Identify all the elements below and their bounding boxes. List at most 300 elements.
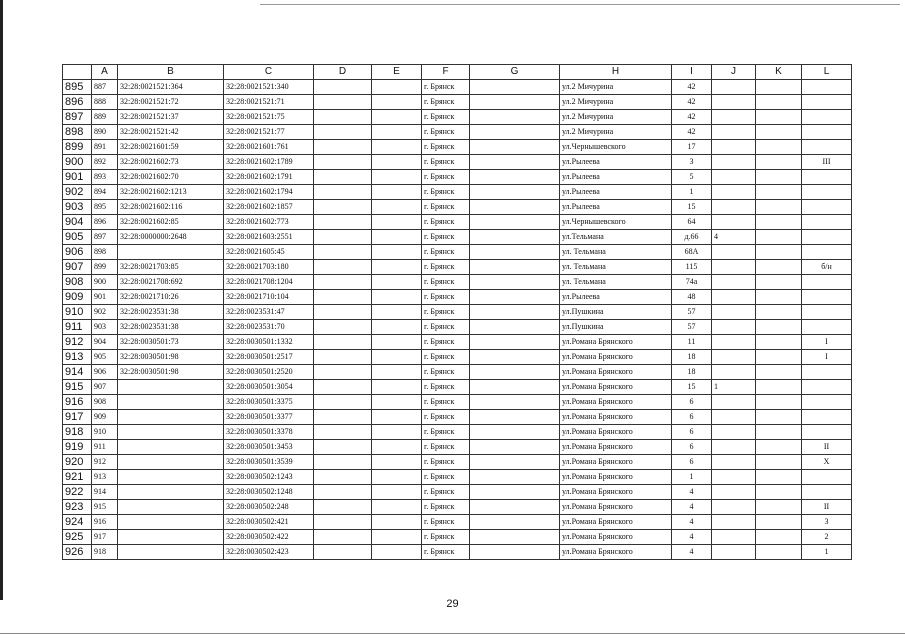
cell-j[interactable] <box>712 200 756 215</box>
cell-g[interactable] <box>470 545 560 560</box>
cell-a[interactable]: 915 <box>92 500 118 515</box>
cell-d[interactable] <box>314 335 372 350</box>
cell-k[interactable] <box>756 410 802 425</box>
cell-b[interactable]: 32:28:0021602:85 <box>118 215 224 230</box>
cell-f[interactable]: г. Брянск <box>422 185 470 200</box>
cell-g[interactable] <box>470 125 560 140</box>
cell-k[interactable] <box>756 305 802 320</box>
row-number[interactable]: 896 <box>63 95 92 110</box>
cell-f[interactable]: г. Брянск <box>422 395 470 410</box>
cell-h[interactable]: ул. Тельмана <box>560 260 672 275</box>
cell-e[interactable] <box>372 530 422 545</box>
cell-g[interactable] <box>470 305 560 320</box>
cell-i[interactable]: 57 <box>672 305 712 320</box>
cell-d[interactable] <box>314 275 372 290</box>
cell-e[interactable] <box>372 455 422 470</box>
cell-d[interactable] <box>314 410 372 425</box>
cell-a[interactable]: 900 <box>92 275 118 290</box>
cell-i[interactable]: 74а <box>672 275 712 290</box>
cell-e[interactable] <box>372 155 422 170</box>
cell-j[interactable] <box>712 260 756 275</box>
cell-f[interactable]: г. Брянск <box>422 440 470 455</box>
cell-j[interactable] <box>712 215 756 230</box>
cell-h[interactable]: ул.Пушкина <box>560 320 672 335</box>
cell-i[interactable]: 6 <box>672 455 712 470</box>
cell-i[interactable]: 48 <box>672 290 712 305</box>
cell-e[interactable] <box>372 305 422 320</box>
cell-d[interactable] <box>314 230 372 245</box>
cell-c[interactable]: 32:28:0021703:180 <box>224 260 314 275</box>
cell-k[interactable] <box>756 425 802 440</box>
cell-g[interactable] <box>470 215 560 230</box>
cell-c[interactable]: 32:28:0030501:2520 <box>224 365 314 380</box>
cell-g[interactable] <box>470 245 560 260</box>
row-number[interactable]: 908 <box>63 275 92 290</box>
cell-i[interactable]: 11 <box>672 335 712 350</box>
row-number[interactable]: 902 <box>63 185 92 200</box>
cell-i[interactable]: 42 <box>672 80 712 95</box>
cell-d[interactable] <box>314 95 372 110</box>
cell-f[interactable]: г. Брянск <box>422 485 470 500</box>
column-header-d[interactable]: D <box>314 65 372 80</box>
cell-d[interactable] <box>314 170 372 185</box>
cell-k[interactable] <box>756 485 802 500</box>
cell-i[interactable]: 42 <box>672 95 712 110</box>
cell-b[interactable] <box>118 395 224 410</box>
cell-b[interactable] <box>118 545 224 560</box>
column-header-b[interactable]: B <box>118 65 224 80</box>
cell-h[interactable]: ул. Тельмана <box>560 275 672 290</box>
cell-h[interactable]: ул.Романа Брянского <box>560 440 672 455</box>
row-number[interactable]: 916 <box>63 395 92 410</box>
cell-i[interactable]: 4 <box>672 485 712 500</box>
cell-d[interactable] <box>314 245 372 260</box>
cell-h[interactable]: ул.2 Мичурина <box>560 125 672 140</box>
cell-h[interactable]: ул.2 Мичурина <box>560 95 672 110</box>
cell-e[interactable] <box>372 125 422 140</box>
cell-c[interactable]: 32:28:0021521:75 <box>224 110 314 125</box>
cell-j[interactable]: 1 <box>712 380 756 395</box>
column-header-f[interactable]: F <box>422 65 470 80</box>
cell-i[interactable]: 4 <box>672 545 712 560</box>
cell-g[interactable] <box>470 230 560 245</box>
cell-k[interactable] <box>756 500 802 515</box>
cell-h[interactable]: ул.Романа Брянского <box>560 410 672 425</box>
cell-e[interactable] <box>372 200 422 215</box>
cell-f[interactable]: г. Брянск <box>422 410 470 425</box>
cell-b[interactable] <box>118 530 224 545</box>
row-number[interactable]: 895 <box>63 80 92 95</box>
cell-e[interactable] <box>372 275 422 290</box>
cell-c[interactable]: 32:28:0030502:423 <box>224 545 314 560</box>
cell-c[interactable]: 32:28:0030501:3054 <box>224 380 314 395</box>
cell-c[interactable]: 32:28:0021602:1857 <box>224 200 314 215</box>
cell-b[interactable]: 32:28:0021602:1213 <box>118 185 224 200</box>
column-header-k[interactable]: K <box>756 65 802 80</box>
cell-b[interactable]: 32:28:0023531:38 <box>118 305 224 320</box>
row-number[interactable]: 910 <box>63 305 92 320</box>
cell-l[interactable]: I <box>802 350 852 365</box>
cell-e[interactable] <box>372 440 422 455</box>
cell-f[interactable]: г. Брянск <box>422 305 470 320</box>
cell-a[interactable]: 901 <box>92 290 118 305</box>
cell-d[interactable] <box>314 500 372 515</box>
cell-c[interactable]: 32:28:0030502:422 <box>224 530 314 545</box>
row-number[interactable]: 912 <box>63 335 92 350</box>
cell-c[interactable]: 32:28:0023531:47 <box>224 305 314 320</box>
cell-g[interactable] <box>470 425 560 440</box>
cell-c[interactable]: 32:28:0030501:3377 <box>224 410 314 425</box>
cell-k[interactable] <box>756 335 802 350</box>
cell-g[interactable] <box>470 470 560 485</box>
cell-c[interactable]: 32:28:0030501:3375 <box>224 395 314 410</box>
cell-k[interactable] <box>756 185 802 200</box>
cell-l[interactable] <box>802 110 852 125</box>
cell-k[interactable] <box>756 380 802 395</box>
cell-g[interactable] <box>470 455 560 470</box>
cell-k[interactable] <box>756 530 802 545</box>
cell-j[interactable] <box>712 320 756 335</box>
cell-f[interactable]: г. Брянск <box>422 155 470 170</box>
cell-l[interactable] <box>802 425 852 440</box>
cell-k[interactable] <box>756 155 802 170</box>
cell-j[interactable] <box>712 500 756 515</box>
cell-l[interactable] <box>802 380 852 395</box>
cell-g[interactable] <box>470 260 560 275</box>
cell-l[interactable] <box>802 215 852 230</box>
cell-b[interactable] <box>118 425 224 440</box>
cell-e[interactable] <box>372 140 422 155</box>
cell-l[interactable]: III <box>802 155 852 170</box>
cell-e[interactable] <box>372 260 422 275</box>
cell-i[interactable]: 6 <box>672 410 712 425</box>
cell-h[interactable]: ул.Рылеева <box>560 155 672 170</box>
cell-k[interactable] <box>756 470 802 485</box>
cell-i[interactable]: 1 <box>672 185 712 200</box>
cell-e[interactable] <box>372 500 422 515</box>
cell-c[interactable]: 32:28:0030502:1243 <box>224 470 314 485</box>
cell-b[interactable]: 32:28:0021521:37 <box>118 110 224 125</box>
cell-f[interactable]: г. Брянск <box>422 515 470 530</box>
cell-l[interactable]: б/н <box>802 260 852 275</box>
cell-g[interactable] <box>470 380 560 395</box>
cell-d[interactable] <box>314 125 372 140</box>
cell-f[interactable]: г. Брянск <box>422 260 470 275</box>
cell-h[interactable]: ул.Романа Брянского <box>560 455 672 470</box>
cell-b[interactable]: 32:28:0030501:73 <box>118 335 224 350</box>
column-header-g[interactable]: G <box>470 65 560 80</box>
row-number[interactable]: 904 <box>63 215 92 230</box>
cell-a[interactable]: 896 <box>92 215 118 230</box>
cell-k[interactable] <box>756 80 802 95</box>
cell-a[interactable]: 891 <box>92 140 118 155</box>
cell-h[interactable]: ул.Романа Брянского <box>560 485 672 500</box>
cell-f[interactable]: г. Брянск <box>422 200 470 215</box>
cell-g[interactable] <box>470 155 560 170</box>
cell-c[interactable]: 32:28:0021602:773 <box>224 215 314 230</box>
row-number[interactable]: 925 <box>63 530 92 545</box>
cell-k[interactable] <box>756 545 802 560</box>
cell-a[interactable]: 894 <box>92 185 118 200</box>
cell-c[interactable]: 32:28:0021601:761 <box>224 140 314 155</box>
row-number[interactable]: 901 <box>63 170 92 185</box>
cell-b[interactable]: 32:28:0021521:42 <box>118 125 224 140</box>
cell-a[interactable]: 905 <box>92 350 118 365</box>
cell-c[interactable]: 32:28:0030501:3453 <box>224 440 314 455</box>
cell-f[interactable]: г. Брянск <box>422 245 470 260</box>
cell-b[interactable]: 32:28:0021602:73 <box>118 155 224 170</box>
cell-e[interactable] <box>372 350 422 365</box>
cell-g[interactable] <box>470 365 560 380</box>
row-number[interactable]: 900 <box>63 155 92 170</box>
cell-e[interactable] <box>372 380 422 395</box>
cell-g[interactable] <box>470 275 560 290</box>
cell-j[interactable] <box>712 365 756 380</box>
cell-d[interactable] <box>314 485 372 500</box>
cell-g[interactable] <box>470 110 560 125</box>
cell-d[interactable] <box>314 515 372 530</box>
cell-a[interactable]: 909 <box>92 410 118 425</box>
cell-h[interactable]: ул.2 Мичурина <box>560 110 672 125</box>
cell-b[interactable] <box>118 470 224 485</box>
cell-c[interactable]: 32:28:0021521:71 <box>224 95 314 110</box>
cell-e[interactable] <box>372 365 422 380</box>
cell-j[interactable] <box>712 95 756 110</box>
cell-l[interactable] <box>802 200 852 215</box>
cell-a[interactable]: 902 <box>92 305 118 320</box>
cell-e[interactable] <box>372 245 422 260</box>
cell-j[interactable] <box>712 80 756 95</box>
cell-f[interactable]: г. Брянск <box>422 380 470 395</box>
cell-g[interactable] <box>470 530 560 545</box>
cell-j[interactable] <box>712 455 756 470</box>
cell-h[interactable]: ул.Рылеева <box>560 200 672 215</box>
cell-i[interactable]: 4 <box>672 500 712 515</box>
cell-k[interactable] <box>756 350 802 365</box>
cell-d[interactable] <box>314 530 372 545</box>
row-number[interactable]: 914 <box>63 365 92 380</box>
cell-d[interactable] <box>314 350 372 365</box>
cell-i[interactable]: 57 <box>672 320 712 335</box>
row-number[interactable]: 905 <box>63 230 92 245</box>
row-number[interactable]: 922 <box>63 485 92 500</box>
row-number[interactable]: 898 <box>63 125 92 140</box>
column-header-h[interactable]: H <box>560 65 672 80</box>
cell-k[interactable] <box>756 515 802 530</box>
cell-f[interactable]: г. Брянск <box>422 110 470 125</box>
row-number[interactable]: 907 <box>63 260 92 275</box>
row-number[interactable]: 911 <box>63 320 92 335</box>
cell-l[interactable] <box>802 125 852 140</box>
cell-f[interactable]: г. Брянск <box>422 140 470 155</box>
cell-i[interactable]: 15 <box>672 200 712 215</box>
cell-e[interactable] <box>372 545 422 560</box>
cell-a[interactable]: 907 <box>92 380 118 395</box>
cell-e[interactable] <box>372 515 422 530</box>
cell-a[interactable]: 887 <box>92 80 118 95</box>
cell-k[interactable] <box>756 95 802 110</box>
cell-a[interactable]: 918 <box>92 545 118 560</box>
cell-a[interactable]: 893 <box>92 170 118 185</box>
cell-g[interactable] <box>470 290 560 305</box>
cell-c[interactable]: 32:28:0021602:1794 <box>224 185 314 200</box>
cell-c[interactable]: 32:28:0021602:1791 <box>224 170 314 185</box>
cell-f[interactable]: г. Брянск <box>422 290 470 305</box>
row-number[interactable]: 921 <box>63 470 92 485</box>
cell-f[interactable]: г. Брянск <box>422 275 470 290</box>
cell-e[interactable] <box>372 290 422 305</box>
cell-a[interactable]: 888 <box>92 95 118 110</box>
cell-l[interactable] <box>802 305 852 320</box>
cell-b[interactable]: 32:28:0021708:692 <box>118 275 224 290</box>
cell-j[interactable] <box>712 335 756 350</box>
cell-j[interactable] <box>712 470 756 485</box>
cell-c[interactable]: 32:28:0030501:2517 <box>224 350 314 365</box>
cell-l[interactable] <box>802 80 852 95</box>
row-number[interactable]: 926 <box>63 545 92 560</box>
cell-k[interactable] <box>756 260 802 275</box>
cell-a[interactable]: 889 <box>92 110 118 125</box>
cell-k[interactable] <box>756 275 802 290</box>
cell-l[interactable] <box>802 410 852 425</box>
cell-h[interactable]: ул.Романа Брянского <box>560 365 672 380</box>
cell-h[interactable]: ул.Романа Брянского <box>560 545 672 560</box>
cell-e[interactable] <box>372 110 422 125</box>
cell-a[interactable]: 914 <box>92 485 118 500</box>
cell-k[interactable] <box>756 395 802 410</box>
cell-d[interactable] <box>314 395 372 410</box>
column-header-i[interactable]: I <box>672 65 712 80</box>
cell-e[interactable] <box>372 335 422 350</box>
cell-e[interactable] <box>372 425 422 440</box>
cell-f[interactable]: г. Брянск <box>422 455 470 470</box>
cell-f[interactable]: г. Брянск <box>422 365 470 380</box>
cell-c[interactable]: 32:28:0030502:1248 <box>224 485 314 500</box>
cell-l[interactable] <box>802 290 852 305</box>
cell-c[interactable]: 32:28:0030501:3539 <box>224 455 314 470</box>
cell-a[interactable]: 912 <box>92 455 118 470</box>
cell-b[interactable] <box>118 380 224 395</box>
cell-l[interactable]: II <box>802 500 852 515</box>
cell-b[interactable]: 32:28:0021521:364 <box>118 80 224 95</box>
cell-j[interactable] <box>712 275 756 290</box>
row-number[interactable]: 915 <box>63 380 92 395</box>
cell-h[interactable]: ул.Романа Брянского <box>560 500 672 515</box>
cell-e[interactable] <box>372 185 422 200</box>
cell-h[interactable]: ул.Романа Брянского <box>560 335 672 350</box>
cell-j[interactable] <box>712 110 756 125</box>
cell-j[interactable] <box>712 515 756 530</box>
cell-i[interactable]: 18 <box>672 365 712 380</box>
cell-l[interactable]: II <box>802 440 852 455</box>
cell-k[interactable] <box>756 140 802 155</box>
cell-c[interactable]: 32:28:0021603:2551 <box>224 230 314 245</box>
cell-d[interactable] <box>314 185 372 200</box>
cell-g[interactable] <box>470 200 560 215</box>
cell-d[interactable] <box>314 80 372 95</box>
cell-h[interactable]: ул.Романа Брянского <box>560 380 672 395</box>
cell-g[interactable] <box>470 170 560 185</box>
column-header-a[interactable]: A <box>92 65 118 80</box>
cell-j[interactable] <box>712 350 756 365</box>
cell-b[interactable] <box>118 440 224 455</box>
cell-l[interactable] <box>802 185 852 200</box>
cell-f[interactable]: г. Брянск <box>422 230 470 245</box>
cell-l[interactable]: 2 <box>802 530 852 545</box>
cell-e[interactable] <box>372 320 422 335</box>
cell-c[interactable]: 32:28:0021521:340 <box>224 80 314 95</box>
cell-i[interactable]: 5 <box>672 170 712 185</box>
cell-h[interactable]: ул. Тельмана <box>560 245 672 260</box>
cell-a[interactable]: 910 <box>92 425 118 440</box>
cell-k[interactable] <box>756 440 802 455</box>
cell-d[interactable] <box>314 425 372 440</box>
row-number[interactable]: 913 <box>63 350 92 365</box>
cell-g[interactable] <box>470 320 560 335</box>
row-number[interactable]: 923 <box>63 500 92 515</box>
cell-c[interactable]: 32:28:0030501:3378 <box>224 425 314 440</box>
cell-d[interactable] <box>314 260 372 275</box>
cell-h[interactable]: ул.Чернышевского <box>560 215 672 230</box>
cell-g[interactable] <box>470 335 560 350</box>
cell-a[interactable]: 892 <box>92 155 118 170</box>
cell-j[interactable] <box>712 530 756 545</box>
column-header-e[interactable]: E <box>372 65 422 80</box>
cell-f[interactable]: г. Брянск <box>422 425 470 440</box>
cell-h[interactable]: ул.Романа Брянского <box>560 350 672 365</box>
cell-l[interactable] <box>802 485 852 500</box>
cell-l[interactable]: X <box>802 455 852 470</box>
cell-a[interactable]: 904 <box>92 335 118 350</box>
cell-d[interactable] <box>314 140 372 155</box>
cell-k[interactable] <box>756 110 802 125</box>
cell-g[interactable] <box>470 350 560 365</box>
cell-d[interactable] <box>314 200 372 215</box>
cell-d[interactable] <box>314 470 372 485</box>
cell-b[interactable]: 32:28:0021602:70 <box>118 170 224 185</box>
cell-j[interactable] <box>712 410 756 425</box>
cell-g[interactable] <box>470 440 560 455</box>
cell-c[interactable]: 32:28:0021708:1204 <box>224 275 314 290</box>
cell-e[interactable] <box>372 170 422 185</box>
cell-b[interactable] <box>118 485 224 500</box>
cell-e[interactable] <box>372 95 422 110</box>
cell-i[interactable]: 42 <box>672 125 712 140</box>
cell-a[interactable]: 903 <box>92 320 118 335</box>
cell-d[interactable] <box>314 215 372 230</box>
row-number[interactable]: 920 <box>63 455 92 470</box>
cell-d[interactable] <box>314 440 372 455</box>
cell-d[interactable] <box>314 320 372 335</box>
cell-j[interactable] <box>712 305 756 320</box>
cell-j[interactable] <box>712 140 756 155</box>
cell-f[interactable]: г. Брянск <box>422 350 470 365</box>
cell-k[interactable] <box>756 245 802 260</box>
cell-l[interactable] <box>802 140 852 155</box>
cell-b[interactable]: 32:28:0021601:59 <box>118 140 224 155</box>
cell-e[interactable] <box>372 470 422 485</box>
cell-l[interactable] <box>802 320 852 335</box>
cell-l[interactable] <box>802 245 852 260</box>
cell-i[interactable]: 18 <box>672 350 712 365</box>
cell-e[interactable] <box>372 410 422 425</box>
cell-d[interactable] <box>314 365 372 380</box>
cell-g[interactable] <box>470 410 560 425</box>
cell-k[interactable] <box>756 200 802 215</box>
row-number[interactable]: 906 <box>63 245 92 260</box>
cell-f[interactable]: г. Брянск <box>422 125 470 140</box>
row-number[interactable]: 918 <box>63 425 92 440</box>
